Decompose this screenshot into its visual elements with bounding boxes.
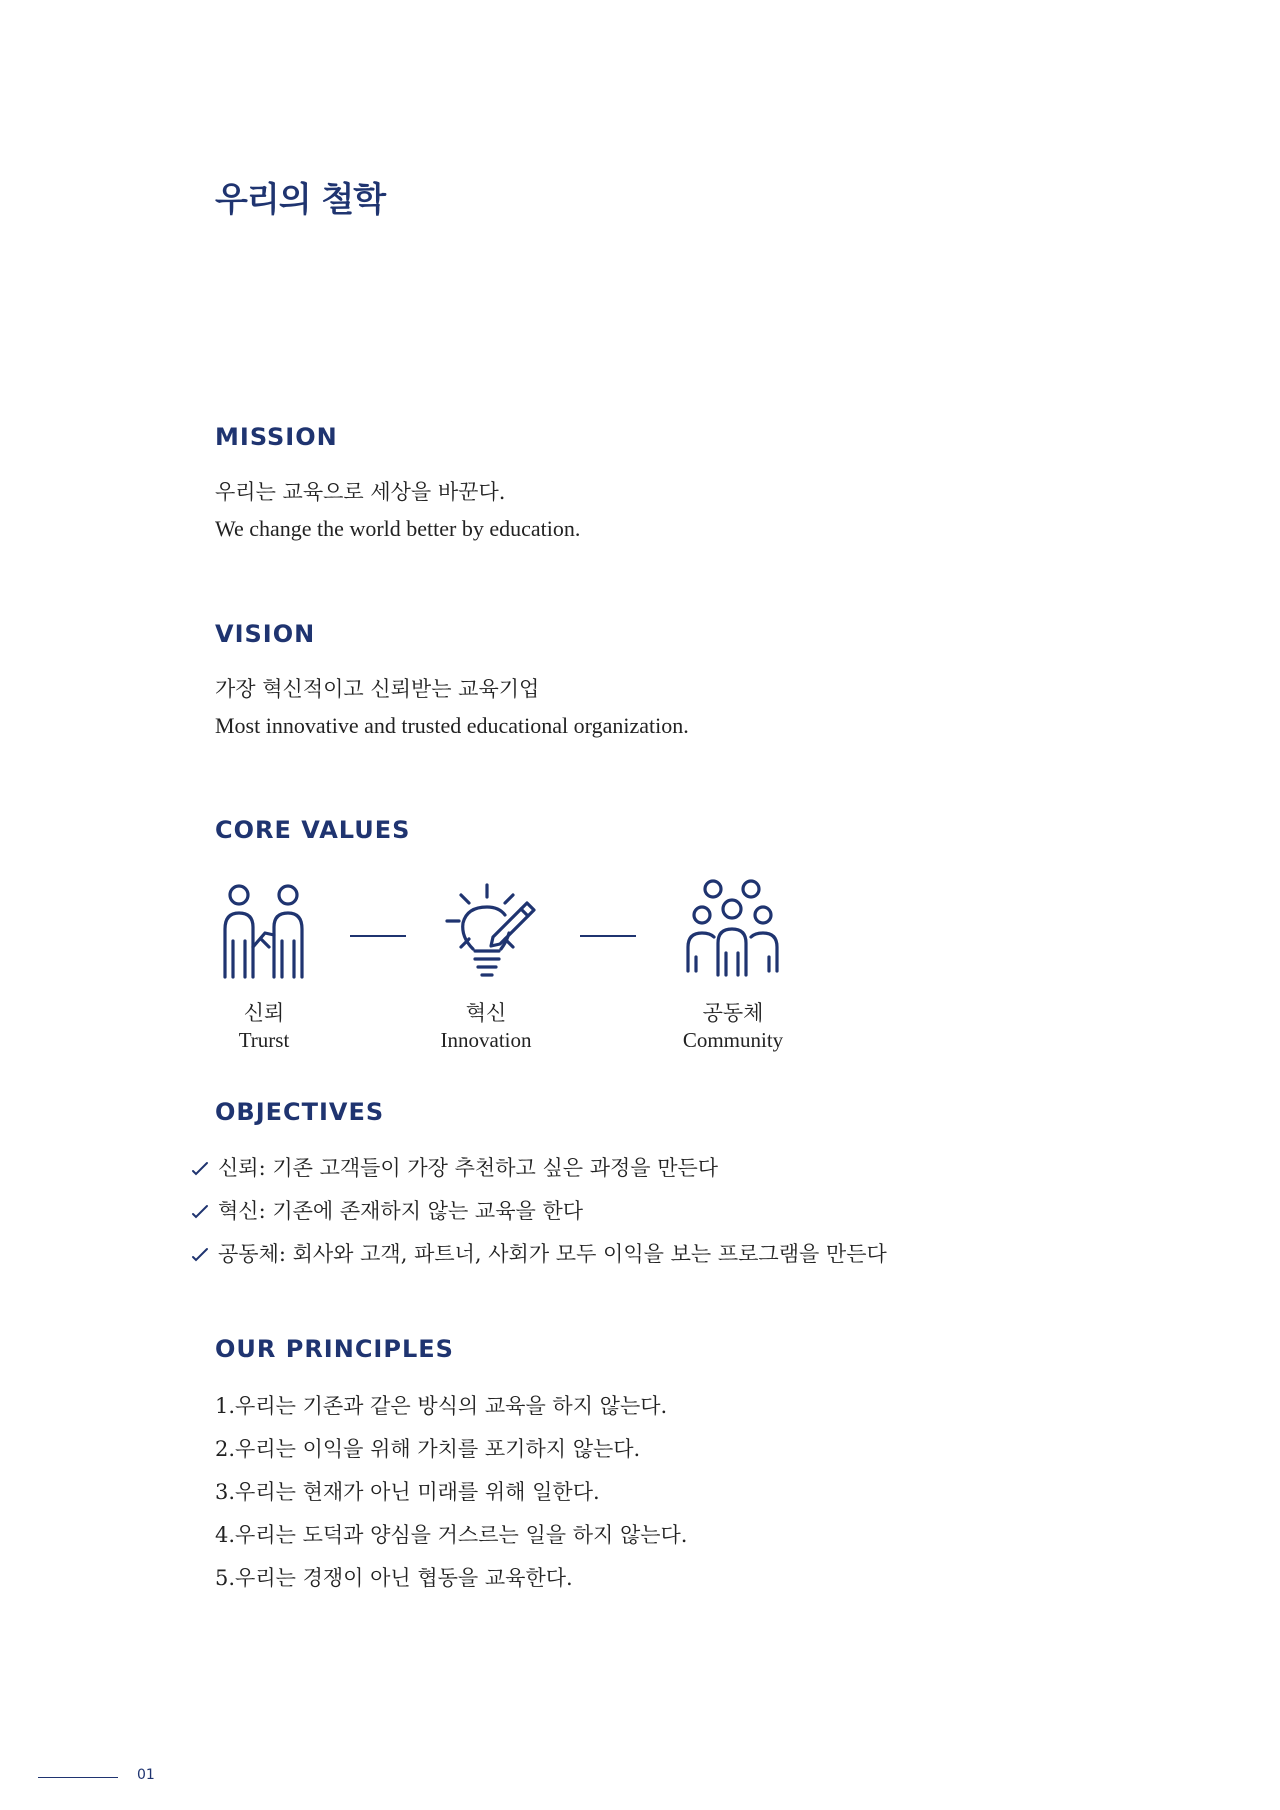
objective-text: 공동체: 회사와 고객, 파트너, 사회가 모두 이익을 보는 프로그램을 만든다 bbox=[218, 1242, 887, 1266]
list-item bbox=[190, 1195, 583, 1225]
value-label-community-ko: 공동체 bbox=[702, 1001, 764, 1025]
principle-item: 2.우리는 이익을 위해 가치를 포기하지 않는다. bbox=[215, 1437, 641, 1461]
value-label-innovation-en: Innovation bbox=[440, 1028, 532, 1052]
check-icon bbox=[190, 1199, 212, 1221]
group-people-icon bbox=[678, 875, 788, 985]
page-title: 우리의 철학 bbox=[215, 180, 386, 220]
list-item bbox=[190, 1238, 887, 1268]
list-item bbox=[190, 1152, 718, 1182]
principle-item: 3.우리는 현재가 아닌 미래를 위해 일한다. bbox=[215, 1480, 600, 1504]
vision-ko: 가장 혁신적이고 신뢰받는 교육기업 bbox=[215, 677, 540, 701]
objective-text: 혁신: 기존에 존재하지 않는 교육을 한다 bbox=[218, 1199, 584, 1223]
lightbulb-pencil-icon bbox=[435, 875, 545, 985]
page-number: 01 bbox=[137, 1767, 155, 1783]
principle-item: 5.우리는 경쟁이 아닌 협동을 교육한다. bbox=[215, 1566, 573, 1590]
check-icon bbox=[190, 1242, 212, 1264]
connector-line bbox=[350, 935, 406, 937]
objectives-heading: OBJECTIVES bbox=[215, 1098, 385, 1126]
mission-heading: MISSION bbox=[215, 423, 338, 451]
value-label-community-en: Community bbox=[682, 1028, 784, 1052]
vision-heading: VISION bbox=[215, 620, 316, 648]
footer-divider bbox=[38, 1777, 118, 1778]
check-icon bbox=[190, 1156, 212, 1178]
handshake-people-icon bbox=[209, 875, 319, 985]
mission-ko: 우리는 교육으로 세상을 바꾼다. bbox=[215, 480, 506, 504]
mission-en: We change the world better by education. bbox=[215, 516, 581, 541]
principles-heading: OUR PRINCIPLES bbox=[215, 1335, 454, 1363]
principle-item: 4.우리는 도덕과 양심을 거스르는 일을 하지 않는다. bbox=[215, 1523, 688, 1547]
core-values-heading: CORE VALUES bbox=[215, 816, 411, 844]
vision-en: Most innovative and trusted educational organization. bbox=[215, 713, 689, 738]
value-label-trust-en: Trurst bbox=[238, 1028, 290, 1052]
objective-text: 신뢰: 기존 고객들이 가장 추천하고 싶은 과정을 만든다 bbox=[218, 1156, 719, 1180]
value-label-trust-ko: 신뢰 bbox=[243, 1001, 285, 1025]
connector-line bbox=[580, 935, 636, 937]
principle-item: 1.우리는 기존과 같은 방식의 교육을 하지 않는다. bbox=[215, 1394, 668, 1418]
value-label-innovation-ko: 혁신 bbox=[465, 1001, 507, 1025]
